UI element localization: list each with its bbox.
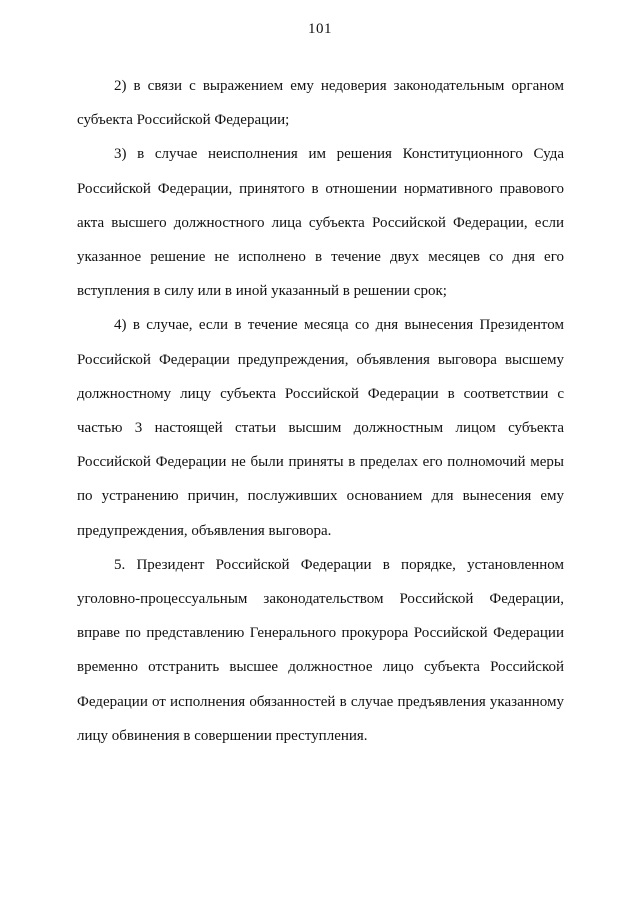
page-number: 101 (308, 21, 332, 37)
paragraph-item-2: 2) в связи с выражением ему недоверия законодательным органом субъекта Российской Федерации; (77, 78, 564, 129)
paragraph-part-5: 5. Президент Российской Федерации в порядке, установленном уголовно-процессуальным законодательством Российской Федерации, вправе по представлению Генерального прокурора Российской Федерации временно отстранить высшее должностное лицо субъекта Российской Федерации от исполнения обязанностей в случае предъявления указанному лицу обвинения в совершении преступления. (77, 556, 564, 744)
paragraph-item-4: 4) в случае, если в течение месяца со дня вынесения Президентом Российской Федерации предупреждения, объявления выговора высшему должностному лицу субъекта Российской Федерации в соответствии с частью 3 настоящей статьи высшим должностным лицом субъекта Российской Федерации не были приняты в пределах его полномочий меры по устранению причин, послуживших основанием для вынесения ему предупреждения, объявления выговора. (77, 317, 564, 539)
document-body (77, 69, 564, 753)
paragraph-item-3: 3) в случае неисполнения им решения Конституционного Суда Российской Федерации, принятого в отношении нормативного правового акта высшего должностного лица субъекта Российской Федерации, если указанное решение не исполнено в течение двух месяцев со дня его вступления в силу или в иной указанный в решении срок; (77, 146, 564, 300)
